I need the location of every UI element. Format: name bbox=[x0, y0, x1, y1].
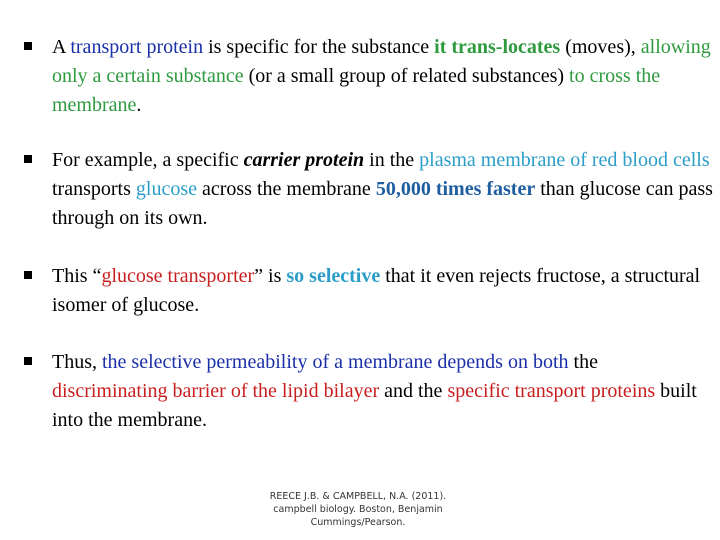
bullet-2 bbox=[24, 146, 714, 233]
bullet-1 bbox=[24, 33, 714, 120]
bullet-square-icon bbox=[24, 42, 32, 50]
text-segment: allowing only a certain substance bbox=[52, 36, 711, 87]
text-segment: so selective bbox=[286, 265, 381, 287]
text-segment: This “ bbox=[52, 265, 102, 287]
text-segment: For example, a specific bbox=[52, 149, 244, 171]
text-segment: than glucose can pass through on its own. bbox=[52, 178, 713, 229]
text-segment: built into the membrane. bbox=[52, 380, 697, 431]
bullet-3 bbox=[24, 262, 714, 320]
text-segment: A bbox=[52, 36, 71, 58]
text-segment: . bbox=[136, 94, 142, 116]
text-segment: in the bbox=[364, 149, 420, 171]
text-segment: Thus, bbox=[52, 351, 102, 373]
citation: REECE J.B. & CAMPBELL, N.A. (2011). campbell biology. Boston, Benjamin Cummings/Pearson. bbox=[269, 491, 447, 528]
text-segment: transport protein bbox=[70, 36, 204, 58]
bullet-square-icon bbox=[24, 271, 32, 279]
text-segment: ” is bbox=[254, 265, 287, 287]
bullet-2-text bbox=[52, 146, 714, 233]
bullet-4 bbox=[24, 348, 714, 435]
text-segment: to cross the membrane bbox=[52, 65, 661, 116]
text-segment: glucose bbox=[135, 178, 197, 200]
bullet-square-icon bbox=[24, 155, 32, 163]
text-segment: transports bbox=[52, 178, 136, 200]
text-segment: glucose transporter bbox=[101, 265, 255, 287]
text-segment: across the membrane bbox=[196, 178, 376, 200]
text-segment: (moves), bbox=[560, 36, 641, 58]
text-segment: (or a small group of related substances) bbox=[243, 65, 570, 87]
text-segment: and the bbox=[379, 380, 448, 402]
bullet-square-icon bbox=[24, 357, 32, 365]
text-segment: discriminating barrier of the lipid bilayer bbox=[52, 380, 380, 402]
text-segment: it trans-locates bbox=[434, 36, 561, 58]
text-segment: is specific for the substance bbox=[203, 36, 435, 58]
bullet-3-text bbox=[52, 262, 714, 320]
text-segment: that it even rejects fructose, a structural isomer of glucose. bbox=[52, 265, 701, 316]
text-segment: plasma membrane of red blood cells bbox=[419, 149, 710, 171]
bullet-4-text bbox=[52, 348, 714, 435]
text-segment: carrier protein bbox=[243, 149, 365, 171]
text-segment: the bbox=[568, 351, 598, 373]
text-segment: specific transport proteins bbox=[447, 380, 656, 402]
text-segment: 50,000 times faster bbox=[375, 178, 536, 200]
bullet-1-text bbox=[52, 33, 714, 120]
text-segment: the selective permeability of a membrane depends on both bbox=[102, 351, 569, 373]
